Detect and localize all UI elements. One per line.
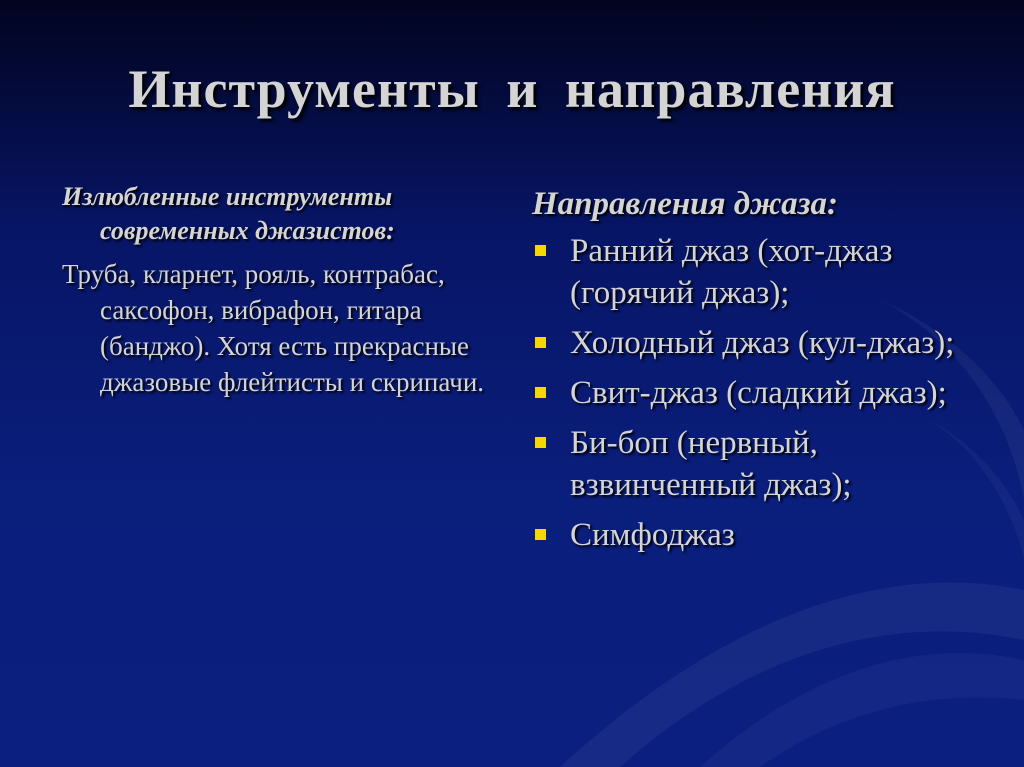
square-bullet-icon bbox=[535, 337, 546, 348]
square-bullet-icon bbox=[535, 437, 546, 448]
square-bullet-icon bbox=[535, 529, 546, 540]
directions-column bbox=[532, 184, 1002, 564]
slide-title: Инструменты и направления bbox=[128, 59, 896, 119]
directions-list bbox=[532, 230, 1002, 556]
list-item bbox=[532, 322, 1002, 364]
list-item bbox=[532, 372, 1002, 414]
square-bullet-icon bbox=[535, 245, 546, 256]
list-item-text: Симфоджаз bbox=[570, 517, 735, 553]
list-item bbox=[532, 422, 1002, 506]
list-item-text: Ранний джаз (хот-джаз (горячий джаз); bbox=[570, 233, 893, 311]
instruments-text: Труба, кларнет, рояль, контрабас, саксофон, вибрафон, гитара (банджо). Хотя есть прекрасные джазовые флейтисты и скрипачи. bbox=[62, 259, 485, 397]
list-item bbox=[532, 230, 1002, 314]
instruments-subtitle: Излюбленные инструменты современных джазистов: bbox=[62, 182, 395, 245]
instruments-column bbox=[62, 180, 512, 400]
list-item-text: Свит-джаз (сладкий джаз); bbox=[570, 375, 947, 411]
directions-heading: Направления джаза: bbox=[532, 186, 838, 222]
list-item bbox=[532, 514, 1002, 556]
list-item-text: Би-боп (нервный, взвинченный джаз); bbox=[570, 425, 852, 503]
list-item-text: Холодный джаз (кул-джаз); bbox=[570, 325, 955, 361]
square-bullet-icon bbox=[535, 387, 546, 398]
